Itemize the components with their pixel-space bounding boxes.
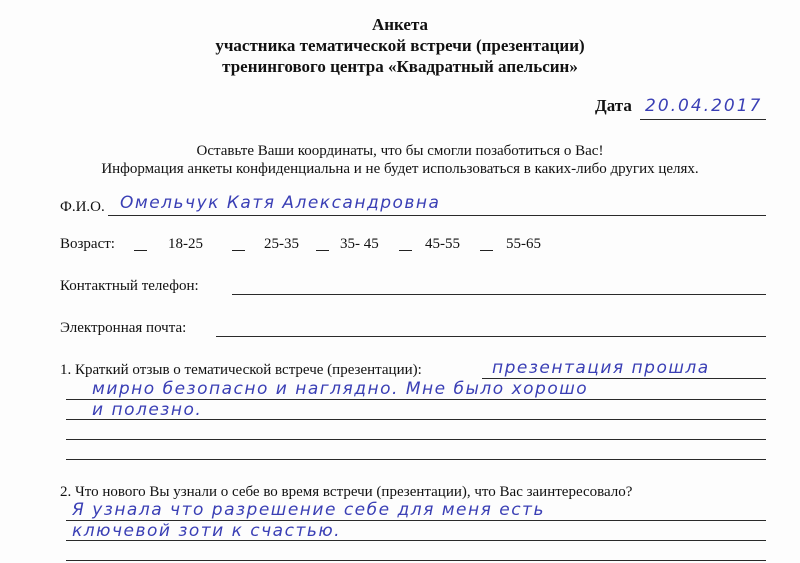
date-label: Дата xyxy=(595,96,632,115)
fio-field-line[interactable] xyxy=(108,215,766,216)
age-checkbox-45-55[interactable] xyxy=(399,250,412,251)
intro-line-2: Информация анкеты конфиденциальна и не будет использоваться в каких-либо других целях. xyxy=(101,161,699,177)
date-field-line[interactable] xyxy=(640,119,766,120)
age-option-25-35[interactable]: 25-35 xyxy=(264,236,299,252)
question-1-label: 1. Краткий отзыв о тематической встрече (презентации): xyxy=(60,362,422,378)
age-checkbox-55-65[interactable] xyxy=(480,250,493,251)
date-value[interactable]: 20.04.2017 xyxy=(645,96,763,116)
age-option-35-45[interactable]: 35- 45 xyxy=(340,236,379,252)
age-label: Возраст: xyxy=(60,236,115,252)
title-line-2: участника тематической встречи (презентации) xyxy=(215,36,585,55)
phone-field-line[interactable] xyxy=(232,294,766,295)
email-field-line[interactable] xyxy=(216,336,766,337)
age-option-55-65[interactable]: 55-65 xyxy=(506,236,541,252)
title-line-3: тренингового центра «Квадратный апельсин» xyxy=(222,57,578,76)
email-label: Электронная почта: xyxy=(60,320,187,336)
age-option-18-25[interactable]: 18-25 xyxy=(168,236,203,252)
phone-label: Контактный телефон: xyxy=(60,278,199,294)
intro-line-1: Оставьте Ваши координаты, что бы смогли позаботиться о Вас! xyxy=(196,143,604,159)
q1-answer-line-5[interactable] xyxy=(66,459,766,460)
q1-answer-text-1[interactable]: презентация прошла xyxy=(492,358,710,378)
q2-answer-line-3[interactable] xyxy=(66,560,766,561)
age-option-45-55[interactable]: 45-55 xyxy=(425,236,460,252)
form-title xyxy=(0,14,800,77)
title-line-1: Анкета xyxy=(371,15,429,34)
fio-label: Ф.И.О. xyxy=(60,199,105,215)
question-2-label: 2. Что нового Вы узнали о себе во время встречи (презентации), что Вас заинтересовало? xyxy=(60,484,633,500)
age-checkbox-25-35[interactable] xyxy=(232,250,245,251)
q2-answer-text-1[interactable]: Я узнала что разрешение себе для меня есть xyxy=(72,500,545,520)
fio-value[interactable]: Омельчук Катя Александровна xyxy=(120,193,441,213)
intro-text xyxy=(0,142,800,178)
q2-answer-text-2[interactable]: ключевой зоти к счастью. xyxy=(72,521,342,541)
age-checkbox-18-25[interactable] xyxy=(134,250,147,251)
q1-answer-line-4[interactable] xyxy=(66,439,766,440)
q1-answer-text-3[interactable]: и полезно. xyxy=(92,400,203,420)
age-checkbox-35-45[interactable] xyxy=(316,250,329,251)
q1-answer-text-2[interactable]: мирно безопасно и наглядно. Мне было хорошо xyxy=(92,379,589,399)
